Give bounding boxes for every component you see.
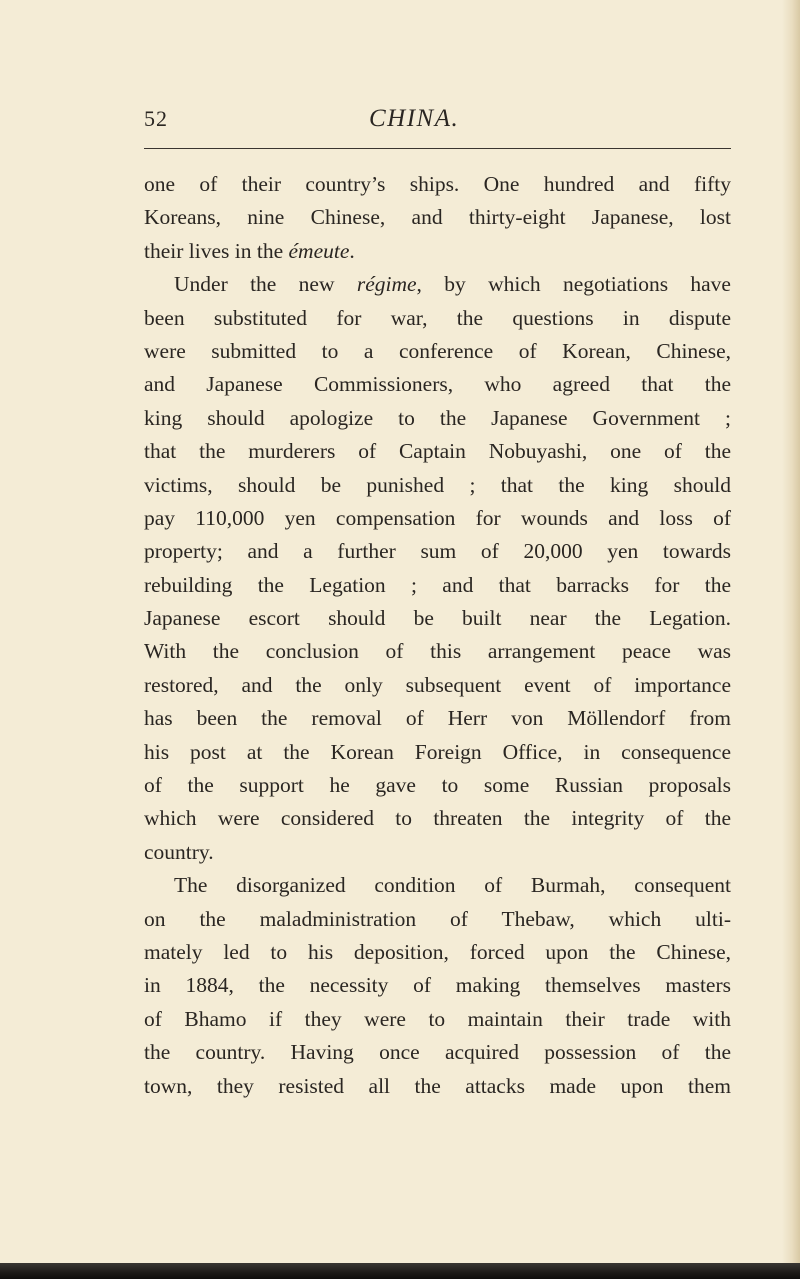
text-line: were submitted to a conference of Korean, Chinese, [144, 338, 731, 363]
text-line: town, they resisted all the attacks made upon them [144, 1073, 731, 1098]
text-line: restored, and the only subsequent event of importance [144, 672, 731, 697]
text-line: the country. Having once acquired possession of the [144, 1040, 731, 1065]
text-line: rebuilding the Legation ; and that barracks for the [144, 572, 731, 597]
header-rule [144, 148, 731, 149]
text-line: which were considered to threaten the integrity of the [144, 806, 731, 831]
text-line: one of their country’s ships. One hundred and fifty [144, 172, 731, 196]
page-number: 52 [144, 106, 168, 131]
text-line: and Japanese Commissioners, who agreed that the [144, 372, 731, 397]
text-line: The disorganized condition of Burmah, consequent [174, 873, 731, 898]
text-line: Koreans, nine Chinese, and thirty-eight Japanese, lost [144, 205, 731, 230]
text-line: victims, should be punished ; that the king should [144, 472, 731, 497]
text-line: of the support he gave to some Russian proposals [144, 773, 731, 798]
text-line: in 1884, the necessity of making themselves masters [144, 973, 731, 998]
text-line: country. [144, 839, 214, 864]
text-line: of Bhamo if they were to maintain their trade with [144, 1006, 731, 1031]
text-line: his post at the Korean Foreign Office, in consequence [144, 739, 731, 764]
body-text [144, 168, 731, 1103]
text-line: their lives in the émeute. [144, 238, 355, 263]
page-edge [782, 0, 800, 1279]
text-line: that the murderers of Captain Nobuyashi, one of the [144, 439, 731, 464]
bottom-edge-bar [0, 1263, 800, 1279]
running-head: CHINA. [369, 105, 460, 132]
text-line: mately led to his deposition, forced upon the Chinese, [144, 939, 731, 964]
text-line: pay 110,000 yen compensation for wounds and loss of [144, 505, 731, 530]
text-line: property; and a further sum of 20,000 yen towards [144, 539, 731, 564]
text-line: has been the removal of Herr von Möllendorf from [144, 706, 731, 731]
italic-term: régime [356, 272, 417, 297]
text-line: With the conclusion of this arrangement peace was [144, 639, 731, 664]
text-line: Under the new régime, by which negotiations have [174, 272, 731, 297]
text-line: king should apologize to the Japanese Government ; [144, 405, 731, 430]
text-line: Japanese escort should be built near the Legation. [144, 606, 731, 631]
text-line: on the maladministration of Thebaw, which ulti- [144, 906, 731, 931]
page-header [0, 104, 800, 144]
italic-term: émeute [288, 238, 350, 263]
text-line: been substituted for war, the questions in dispute [144, 305, 731, 330]
